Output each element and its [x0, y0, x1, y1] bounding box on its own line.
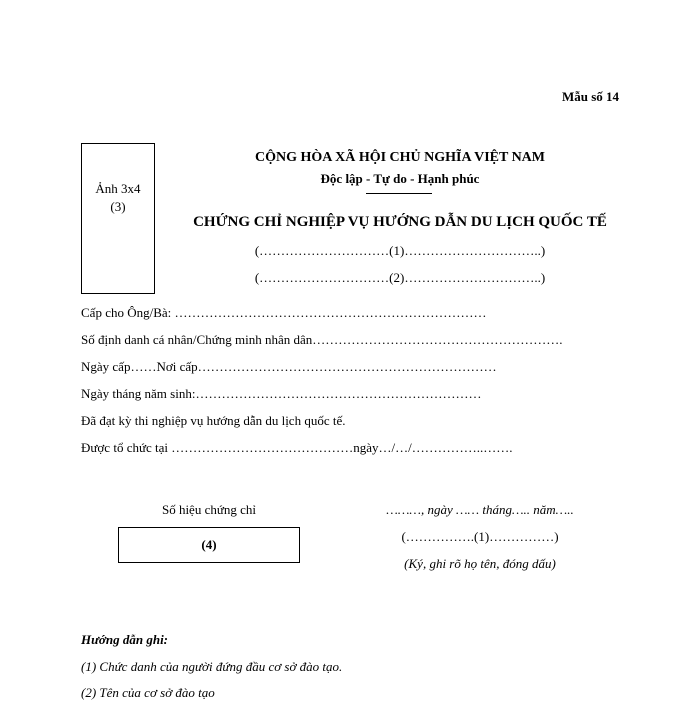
certificate-number-label: Số hiệu chứng chỉ	[161, 502, 257, 517]
guidance-item: (1) Chức danh của người đứng đầu cơ sở đào tạo.	[81, 659, 343, 674]
field-date-of-birth: Ngày tháng năm sinh:…………………………………………………………	[81, 386, 482, 401]
certificate-number-value: (4)	[201, 537, 217, 552]
certificate-line-2: (…………………………(2)…………………………..)	[254, 270, 546, 285]
field-exam-passed: Đã đạt kỳ thi nghiệp vụ hướng dẫn du lịch quốc tế.	[81, 413, 346, 428]
form-number: Mẫu số 14	[561, 89, 619, 104]
certificate-line-1: (…………………………(1)…………………………..)	[254, 243, 546, 258]
signature-note: (Ký, ghi rõ họ tên, đóng dấu)	[404, 556, 556, 571]
field-issue-date-place: Ngày cấp……Nơi cấp……………………………………………………………	[81, 359, 497, 374]
photo-label-group	[82, 180, 154, 216]
field-id-number: Số định danh cá nhân/Chứng minh nhân dân………………………………………………….	[81, 332, 563, 347]
certificate-number-box	[118, 527, 300, 563]
signature-issuer: (…………….(1)……………)	[401, 529, 559, 544]
field-issued-to: Cấp cho Ông/Bà: ………………………………………………………………	[81, 305, 487, 320]
motto-underline	[366, 193, 432, 194]
field-organized-at: Được tổ chức tại ……………………………………ngày…/…/……………..…….	[81, 440, 513, 455]
photo-placeholder	[81, 143, 155, 294]
guidance-title: Hướng dẫn ghi:	[81, 632, 169, 647]
photo-label: Ảnh 3x4	[95, 181, 141, 196]
nation-heading: CỘNG HÒA XÃ HỘI CHỦ NGHĨA VIỆT NAM	[254, 150, 545, 165]
photo-note: (3)	[110, 199, 126, 214]
motto: Độc lập - Tự do - Hạnh phúc	[320, 171, 480, 186]
signature-date-line: ………, ngày …… tháng….. năm…..	[386, 502, 574, 517]
guidance-item: (2) Tên của cơ sở đào tạo	[81, 685, 215, 700]
certificate-title: CHỨNG CHỈ NGHIỆP VỤ HƯỚNG DẪN DU LỊCH QUỐC TẾ	[193, 214, 607, 230]
